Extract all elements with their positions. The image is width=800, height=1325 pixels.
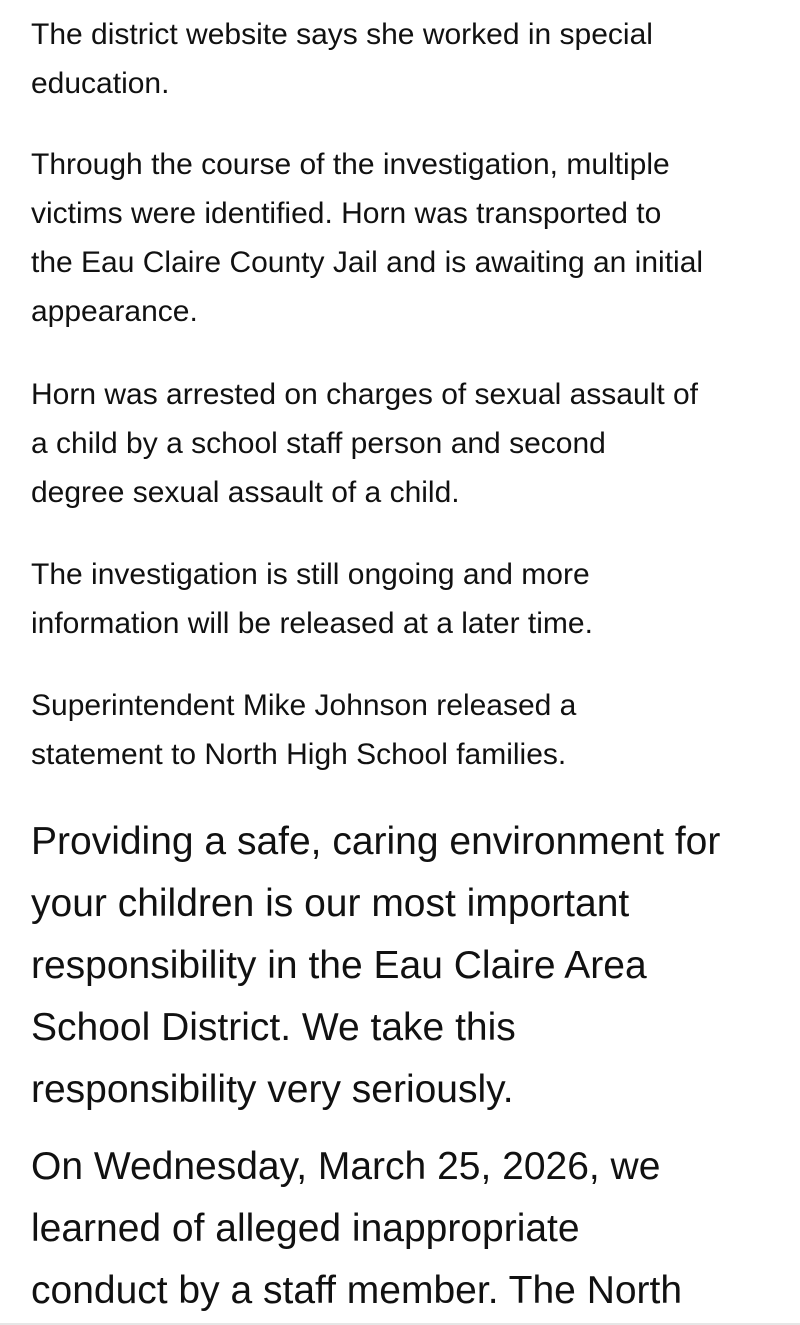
paragraph-ongoing bbox=[31, 550, 593, 648]
statement-line: responsibility very seriously. bbox=[31, 1068, 514, 1111]
text-line: the Eau Claire County Jail and is awaiting an initial bbox=[31, 246, 704, 279]
text-line: Horn was arrested on charges of sexual assault of bbox=[31, 378, 699, 411]
text-line: The district website says she worked in special bbox=[31, 18, 653, 51]
statement-line: On Wednesday, March 25, 2026, we bbox=[31, 1145, 661, 1188]
paragraph-district-website bbox=[31, 10, 653, 108]
text-line: Superintendent Mike Johnson released a bbox=[31, 689, 577, 722]
text-line: appearance. bbox=[31, 295, 198, 328]
statement-line: School District. We take this bbox=[31, 1006, 516, 1049]
paragraph-charges bbox=[31, 370, 698, 517]
statement-paragraph-safe-environment bbox=[31, 811, 720, 1121]
statement-line: learned of alleged inappropriate bbox=[31, 1207, 580, 1250]
text-line: statement to North High School families. bbox=[31, 738, 567, 771]
text-line: The investigation is still ongoing and more bbox=[31, 558, 590, 591]
text-line: a child by a school staff person and second bbox=[31, 427, 606, 460]
statement-line: responsibility in the Eau Claire Area bbox=[31, 944, 647, 987]
paragraph-investigation bbox=[31, 140, 703, 336]
text-line: Through the course of the investigation, multiple bbox=[31, 148, 670, 181]
text-line: information will be released at a later time. bbox=[31, 607, 593, 640]
text-line: victims were identified. Horn was transported to bbox=[31, 197, 662, 230]
statement-paragraph-wednesday bbox=[31, 1136, 682, 1322]
statement-line: Providing a safe, caring environment for bbox=[31, 820, 721, 863]
paragraph-superintendent bbox=[31, 681, 576, 779]
statement-line: conduct by a staff member. The North bbox=[31, 1269, 683, 1312]
statement-line: your children is our most important bbox=[31, 882, 630, 925]
text-line: degree sexual assault of a child. bbox=[31, 476, 460, 509]
text-line: education. bbox=[31, 67, 170, 100]
